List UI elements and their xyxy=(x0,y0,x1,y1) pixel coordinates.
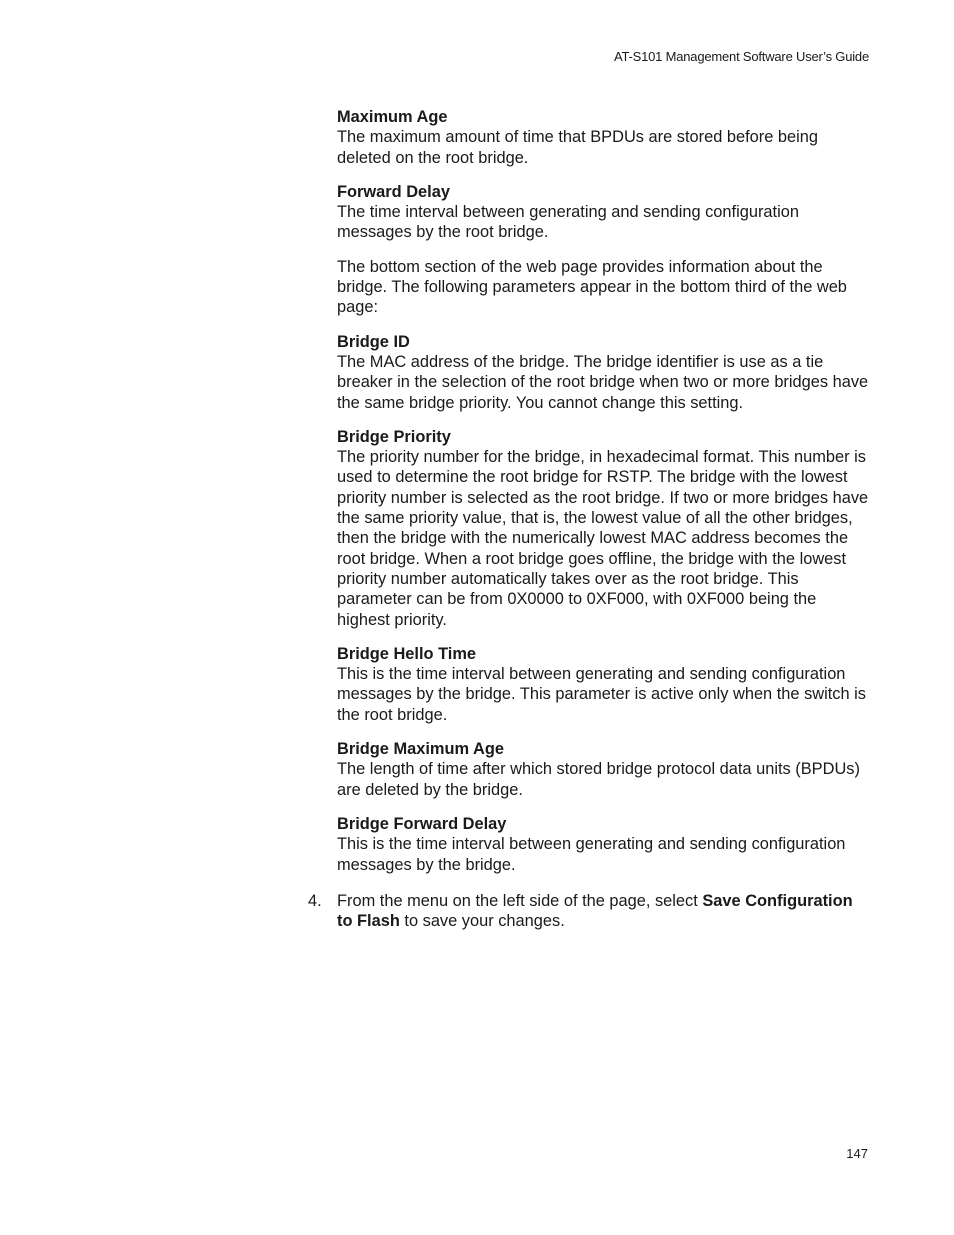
step-text-before: From the menu on the left side of the page, select xyxy=(337,891,703,910)
running-header: AT-S101 Management Software User’s Guide xyxy=(613,49,869,64)
page-number: 147 xyxy=(846,1146,868,1161)
term-title: Maximum Age xyxy=(337,108,448,126)
term-bridge-priority xyxy=(337,427,872,630)
step-text-after: to save your changes. xyxy=(399,912,565,931)
term-description: The priority number for the bridge, in hexadecimal format. This number is used to determine the root bridge for RSTP. The bridge with the lowest priority number is selected as the root bridge. If two or more bridges have the same priority value, that is, the lowest value of all the other bridges, then the bridge with the numerically lowest MAC address becomes the root bridge. When a root bridge goes offline, the bridge with the lowest priority number automatically takes over as the root bridge. This parameter can be from 0X0000 to 0XF000, with 0XF000 being the highest priority. xyxy=(337,448,869,629)
step-4 xyxy=(308,891,872,932)
term-bridge-maximum-age xyxy=(337,739,872,800)
term-title: Bridge Hello Time xyxy=(337,644,477,663)
term-description: This is the time interval between generating and sending configuration messages by the bridge. xyxy=(337,835,846,874)
intro-paragraph: The bottom section of the web page provides information about the bridge. The following parameters appear in the bottom third of the web page: xyxy=(337,257,847,317)
term-description: The length of time after which stored bridge protocol data units (BPDUs) are deleted by the bridge. xyxy=(337,760,860,799)
term-description: This is the time interval between generating and sending configuration messages by the bridge. This parameter is active only when the switch is the root bridge. xyxy=(337,665,866,724)
term-title: Bridge Priority xyxy=(337,427,451,446)
term-bridge-hello-time xyxy=(337,644,872,725)
term-maximum-age xyxy=(337,107,872,168)
term-description: The maximum amount of time that BPDUs are stored before being deleted on the root bridge. xyxy=(337,128,819,167)
term-title: Forward Delay xyxy=(337,182,450,201)
term-description: The time interval between generating and sending configuration messages by the root bridge. xyxy=(337,203,799,242)
step-number: 4. xyxy=(308,891,322,910)
term-title: Bridge Forward Delay xyxy=(337,814,507,833)
step-menu-item-name: Save Configuration to Flash xyxy=(337,891,853,931)
term-bridge-forward-delay xyxy=(337,814,872,875)
term-bridge-id xyxy=(337,332,872,413)
term-title: Bridge ID xyxy=(337,332,410,351)
term-description: The MAC address of the bridge. The bridge identifier is use as a tie breaker in the selection of the root bridge when two or more bridges have the same bridge priority. You cannot change this setting. xyxy=(337,352,869,412)
term-forward-delay xyxy=(337,182,872,243)
page-content xyxy=(308,107,872,931)
term-title: Bridge Maximum Age xyxy=(337,740,504,759)
